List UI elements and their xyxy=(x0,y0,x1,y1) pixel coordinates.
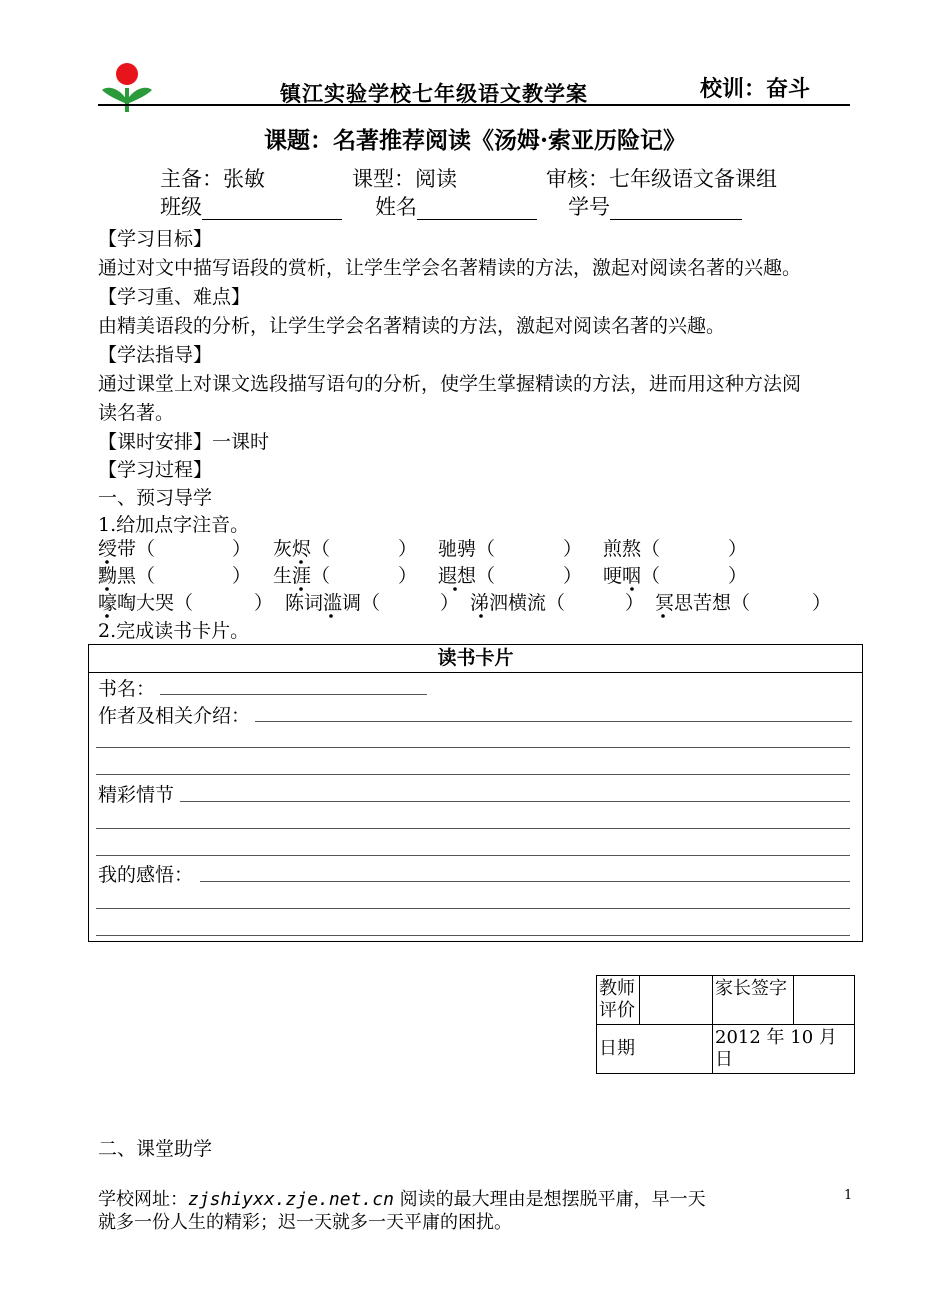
word-8: 哽咽（ xyxy=(603,565,661,587)
teacher-eval-label: 教师评价 xyxy=(597,976,640,1025)
word-12: 冥思苦想（ xyxy=(655,592,751,614)
word-8-close: ） xyxy=(728,565,748,587)
word-6: 生涯（ xyxy=(273,565,331,587)
page-number: 1 xyxy=(844,1188,853,1203)
key-text: 由精美语段的分析，让学生学会名著精读的方法，激起对阅读名著的兴趣。 xyxy=(98,315,726,337)
plot-blank-2[interactable] xyxy=(96,828,850,829)
card-author-label: 作者及相关介绍： xyxy=(98,705,251,727)
preview-heading: 一、预习导学 xyxy=(98,487,213,509)
number-label: 学号 xyxy=(568,195,610,219)
classroom-heading: 二、课堂助学 xyxy=(98,1138,213,1160)
word-6-close: ） xyxy=(398,565,418,587)
word-2: 灰烬（ xyxy=(273,538,331,560)
word-10-close: ） xyxy=(440,592,460,614)
word-9: 嚎啕大哭（ xyxy=(98,592,194,614)
author-blank-3[interactable] xyxy=(96,774,850,775)
class-label: 班级 xyxy=(160,195,202,219)
name-label: 姓名 xyxy=(375,195,417,219)
word-11: 涕泗横流（ xyxy=(470,592,566,614)
author-blank[interactable] xyxy=(255,721,852,722)
word-7: 遐想（ xyxy=(438,565,496,587)
method-heading: 【学法指导】 xyxy=(98,344,213,366)
word-9-close: ） xyxy=(254,592,274,614)
school-title: 镇江实验学校七年级语文教学案 xyxy=(280,81,588,106)
reviewer: 审核：七年级语文备课组 xyxy=(546,167,777,191)
site-label: 学校网址： xyxy=(98,1189,188,1210)
word-2-close: ） xyxy=(398,538,418,560)
footer-line-2: 就多一份人生的精彩；迟一天就多一天平庸的困扰。 xyxy=(98,1212,512,1233)
parent-sign-label: 家长签字 xyxy=(713,976,794,1025)
feeling-blank-3[interactable] xyxy=(96,935,850,936)
number-blank[interactable] xyxy=(610,199,742,220)
plot-blank-3[interactable] xyxy=(96,855,850,856)
goal-heading: 【学习目标】 xyxy=(98,228,213,250)
plot-blank[interactable] xyxy=(180,801,850,802)
goal-text: 通过对文中描写语段的赏析，让学生学会名著精读的方法，激起对阅读名著的兴趣。 xyxy=(98,257,802,279)
site-url[interactable]: zjshiyxx.zje.net.cn xyxy=(188,1189,394,1210)
date-value: 2012 年 10 月日 xyxy=(713,1025,855,1074)
method-text-2: 读名著。 xyxy=(98,402,175,424)
lesson-title: 课题：名著推荐阅读《汤姆·索亚历险记》 xyxy=(263,127,686,154)
name-field xyxy=(375,194,537,220)
word-7-close: ） xyxy=(563,565,583,587)
question-1: 1.给加点字注音。 xyxy=(98,514,250,536)
name-blank[interactable] xyxy=(417,199,537,220)
school-motto: 校训：奋斗 xyxy=(700,76,811,102)
lesson-type: 课型：阅读 xyxy=(352,167,457,191)
author-blank-2[interactable] xyxy=(96,747,850,748)
card-book-label: 书名： xyxy=(98,678,156,700)
reading-card-title: 读书卡片 xyxy=(88,644,863,673)
process-heading: 【学习过程】 xyxy=(98,459,213,481)
word-5-close: ） xyxy=(232,565,252,587)
date-label: 日期 xyxy=(597,1025,713,1074)
number-field xyxy=(568,194,742,220)
feeling-blank[interactable] xyxy=(200,881,850,882)
class-blank[interactable] xyxy=(202,199,342,220)
preparer: 主备：张敏 xyxy=(160,167,265,191)
key-heading: 【学习重、难点】 xyxy=(98,286,251,308)
word-10: 陈词滥调（ xyxy=(285,592,381,614)
word-1: 绶带（ xyxy=(98,538,156,560)
word-4-close: ） xyxy=(728,538,748,560)
parent-sign-cell[interactable] xyxy=(794,976,855,1025)
schedule: 【课时安排】一课时 xyxy=(98,431,270,453)
word-5: 黝黑（ xyxy=(98,565,156,587)
feeling-blank-2[interactable] xyxy=(96,908,850,909)
word-12-close: ） xyxy=(812,592,832,614)
book-blank[interactable] xyxy=(160,694,427,695)
quote-part-1: 阅读的最大理由是想摆脱平庸，早一天 xyxy=(393,1189,706,1210)
card-feeling-label: 我的感悟： xyxy=(98,864,194,886)
teacher-eval-cell[interactable] xyxy=(640,976,713,1025)
word-3-close: ） xyxy=(563,538,583,560)
reading-card xyxy=(88,644,863,942)
class-field xyxy=(160,194,342,220)
word-3: 驰骋（ xyxy=(438,538,496,560)
card-plot-label: 精彩情节 xyxy=(98,784,175,806)
word-1-close: ） xyxy=(232,538,252,560)
word-11-close: ） xyxy=(625,592,645,614)
method-text-1: 通过课堂上对课文选段描写语句的分析，使学生掌握精读的方法，进而用这种方法阅 xyxy=(98,373,802,395)
word-4: 煎熬（ xyxy=(603,538,661,560)
question-2: 2.完成读书卡片。 xyxy=(98,620,250,642)
evaluation-table xyxy=(596,975,855,1074)
header-divider xyxy=(98,104,850,106)
